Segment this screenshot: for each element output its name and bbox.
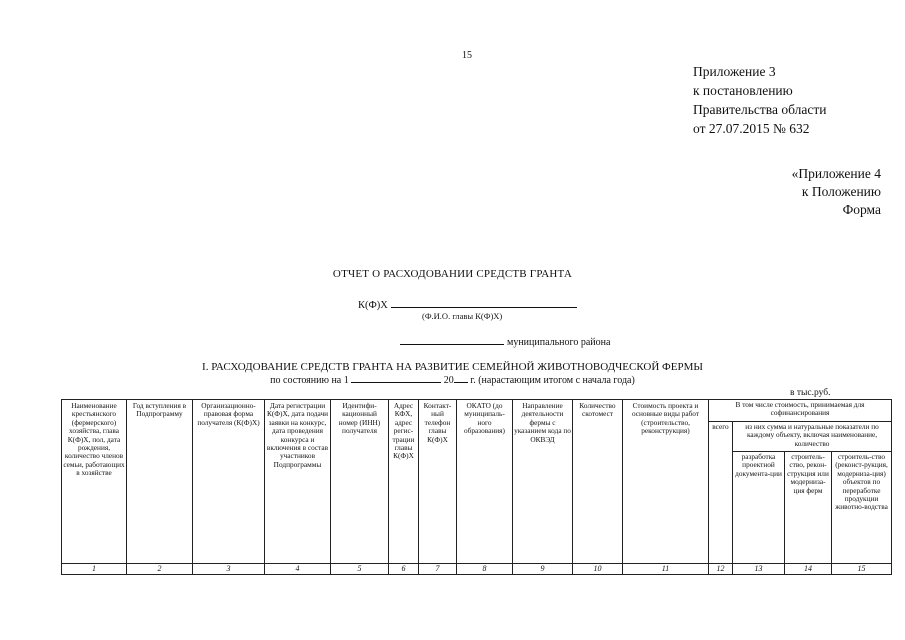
year-blank xyxy=(454,374,468,383)
column-number: 4 xyxy=(265,564,331,575)
column-number: 13 xyxy=(733,564,785,575)
district-field xyxy=(400,335,610,348)
header-cell: Дата регистрации К(Ф)Х, дата подачи заявки на конкурс, дата проведения конкурса и включения в состав участников Подпрограммы xyxy=(265,400,331,564)
header-cell: всего xyxy=(709,422,733,564)
column-number: 10 xyxy=(573,564,623,575)
header-cell: Организационно-правовая форма получателя (К(Ф)Х) xyxy=(193,400,265,564)
kfh-field xyxy=(358,298,577,311)
units-label: в тыс.руб. xyxy=(790,388,831,398)
as-of-line xyxy=(0,374,905,386)
column-number: 14 xyxy=(785,564,832,575)
header-cell: Наименование крестьянского (фермерского) хозяйства, глава К(Ф)Х, пол, дата рождения, количество членов семьи, работающих в хозяйстве xyxy=(62,400,127,564)
header-cell: ОКАТО (до муниципаль-ного образования) xyxy=(457,400,513,564)
appendix-3-header xyxy=(693,62,826,138)
header-cell: Направление деятельности фермы с указанием кода по ОКВЭД xyxy=(513,400,573,564)
district-blank-line xyxy=(400,335,504,345)
appendix-3-line: к постановлению xyxy=(693,83,793,98)
district-label: муниципального района xyxy=(507,337,611,348)
header-cell: Стоимость проекта и основные виды работ (строительство, реконструкция) xyxy=(623,400,709,564)
section-title: I. РАСХОДОВАНИЕ СРЕДСТВ ГРАНТА НА РАЗВИТИЕ СЕМЕЙНОЙ ЖИВОТНОВОДЧЕСКОЙ ФЕРМЫ xyxy=(202,361,703,373)
header-cell: Количество скотомест xyxy=(573,400,623,564)
appendix-3-line: от 27.07.2015 № 632 xyxy=(693,121,810,136)
column-number: 9 xyxy=(513,564,573,575)
form-label: Форма xyxy=(842,202,881,217)
grant-expenditure-table xyxy=(61,399,892,575)
header-cell: строитель-ство, рекон-струкция или модерниза-ция ферм xyxy=(785,452,832,564)
appendix-4-line: к Положению xyxy=(801,184,881,199)
appendix-3-line: Приложение 3 xyxy=(693,64,776,79)
header-cell: Контакт-ный телефон главы К(Ф)Х xyxy=(419,400,457,564)
column-number: 11 xyxy=(623,564,709,575)
appendix-4-line: «Приложение 4 xyxy=(791,166,881,181)
kfh-blank-line xyxy=(391,298,577,308)
report-title: ОТЧЕТ О РАСХОДОВАНИИ СРЕДСТВ ГРАНТА xyxy=(332,268,573,280)
header-subgroup-cell: из них сумма и натуральные показатели по каждому объекту, включая наименование, количество xyxy=(733,422,892,452)
appendix-3-line: Правительства области xyxy=(693,102,827,117)
column-number: 7 xyxy=(419,564,457,575)
kfh-label: К(Ф)Х xyxy=(358,300,388,311)
appendix-4-header xyxy=(792,165,881,219)
header-cell: Адрес КФХ, адрес регис-трации главы К(Ф)Х xyxy=(389,400,419,564)
column-number: 3 xyxy=(193,564,265,575)
header-cell: Год вступления в Подпрограмму xyxy=(127,400,193,564)
page-number: 15 xyxy=(462,50,472,61)
as-of-year: 20 xyxy=(443,375,454,386)
column-number: 12 xyxy=(709,564,733,575)
as-of-prefix: по состоянию на 1 xyxy=(270,375,349,386)
header-cell: строитель-ство (реконст-рукция, модерниза-ция) объектов по переработке продукции животно-водства xyxy=(832,452,892,564)
kfh-caption: (Ф.И.О. главы К(Ф)Х) xyxy=(422,311,503,321)
column-number: 8 xyxy=(457,564,513,575)
column-number: 6 xyxy=(389,564,419,575)
header-group-cell: В том числе стоимость, принимаемая для софинансирования xyxy=(709,400,892,422)
header-cell: Идентифи-кационный номер (ИНН) получателя xyxy=(331,400,389,564)
day-blank xyxy=(351,374,379,383)
month-blank xyxy=(379,374,441,383)
column-number: 15 xyxy=(832,564,892,575)
header-cell: разработка проектной документа-ции xyxy=(733,452,785,564)
as-of-suffix: г. (нарастающим итогом с начала года) xyxy=(470,375,635,386)
column-number: 5 xyxy=(331,564,389,575)
column-number: 1 xyxy=(62,564,127,575)
column-number: 2 xyxy=(127,564,193,575)
